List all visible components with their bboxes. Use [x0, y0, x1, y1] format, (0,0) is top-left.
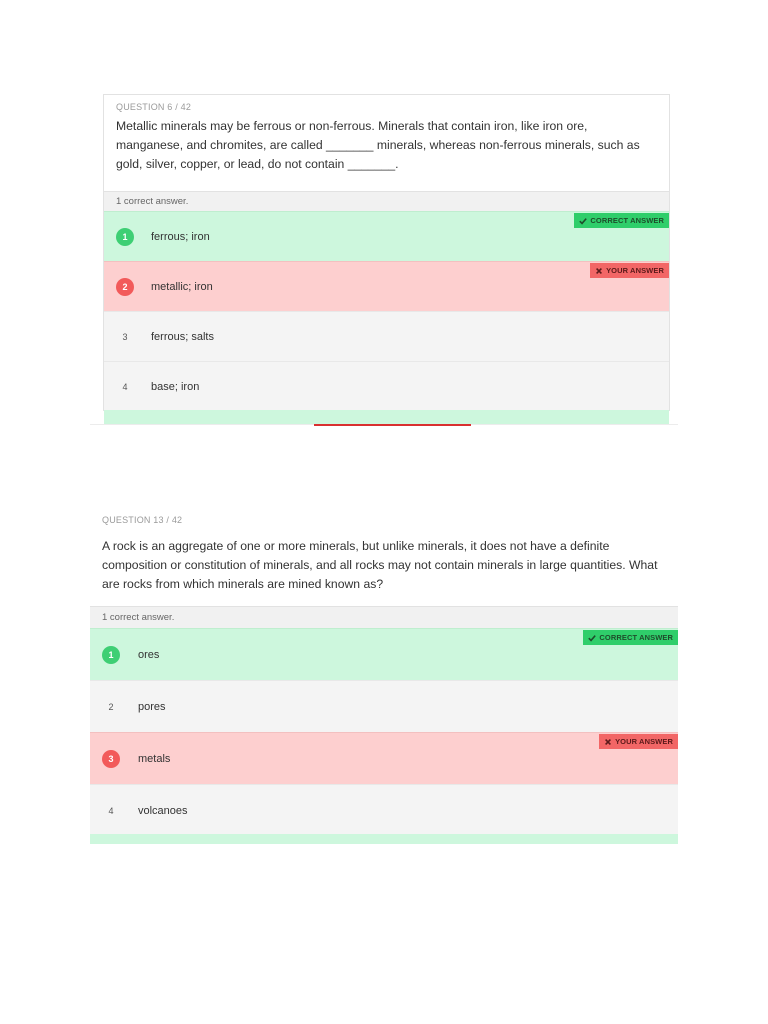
option-number: 4 — [108, 805, 114, 816]
question-text: Metallic minerals may be ferrous or non-ferrous. Minerals that contain iron, like iron ore, manganese, and chromites, are called _______ minerals, whereas non-ferrous minerals, such as gold, silver, copper, or lead, do not contain _______. — [116, 119, 640, 171]
answer-option-3[interactable] — [104, 311, 669, 361]
red-underline-divider — [314, 424, 471, 426]
option-number-badge: 1 — [116, 228, 134, 246]
option-label: ferrous; iron — [151, 230, 210, 243]
option-label: pores — [138, 700, 166, 713]
answer-count-note: 1 correct answer. — [104, 191, 669, 211]
option-label: ferrous; salts — [151, 330, 214, 343]
answer-option-4[interactable] — [90, 784, 678, 836]
question-header: QUESTION 6 / 42 — [116, 102, 192, 112]
option-label: metallic; iron — [151, 280, 213, 293]
option-label: volcanoes — [138, 804, 188, 817]
badge-label: CORRECT ANSWER — [590, 216, 664, 225]
answer-option-1[interactable] — [90, 628, 678, 680]
answer-option-2[interactable] — [104, 261, 669, 311]
check-icon — [588, 634, 596, 642]
cropped-next-option — [104, 410, 669, 424]
correct-answer-badge — [583, 630, 678, 645]
option-label: base; iron — [151, 380, 200, 393]
check-icon — [579, 217, 587, 225]
option-number-badge: 3 — [102, 750, 120, 768]
x-icon — [595, 267, 603, 275]
cropped-next-option — [90, 834, 678, 844]
option-number-badge: 2 — [116, 278, 134, 296]
option-number: 3 — [122, 331, 128, 342]
badge-label: YOUR ANSWER — [606, 266, 664, 275]
answer-option-1[interactable] — [104, 211, 669, 261]
answer-option-4[interactable] — [104, 361, 669, 411]
option-label: metals — [138, 752, 171, 765]
question-header: QUESTION 13 / 42 — [102, 515, 183, 525]
badge-label: YOUR ANSWER — [615, 737, 673, 746]
answer-count-note: 1 correct answer. — [90, 606, 678, 628]
x-icon — [604, 738, 612, 746]
answer-option-2[interactable] — [90, 680, 678, 732]
question-card-6 — [103, 94, 670, 411]
question-text: A rock is an aggregate of one or more minerals, but unlike minerals, it does not have a definite composition or constitution of minerals, and all rocks may not contain minerals in large quantities. What are rocks from which minerals are mined known as? — [102, 539, 658, 591]
your-answer-badge — [590, 263, 669, 278]
option-number-badge: 1 — [102, 646, 120, 664]
your-answer-badge — [599, 734, 678, 749]
correct-answer-badge — [574, 213, 669, 228]
question-card-13 — [90, 505, 678, 836]
option-number: 4 — [122, 381, 128, 392]
badge-label: CORRECT ANSWER — [599, 633, 673, 642]
option-label: ores — [138, 648, 160, 661]
answer-option-3[interactable] — [90, 732, 678, 784]
option-number: 2 — [108, 701, 114, 712]
